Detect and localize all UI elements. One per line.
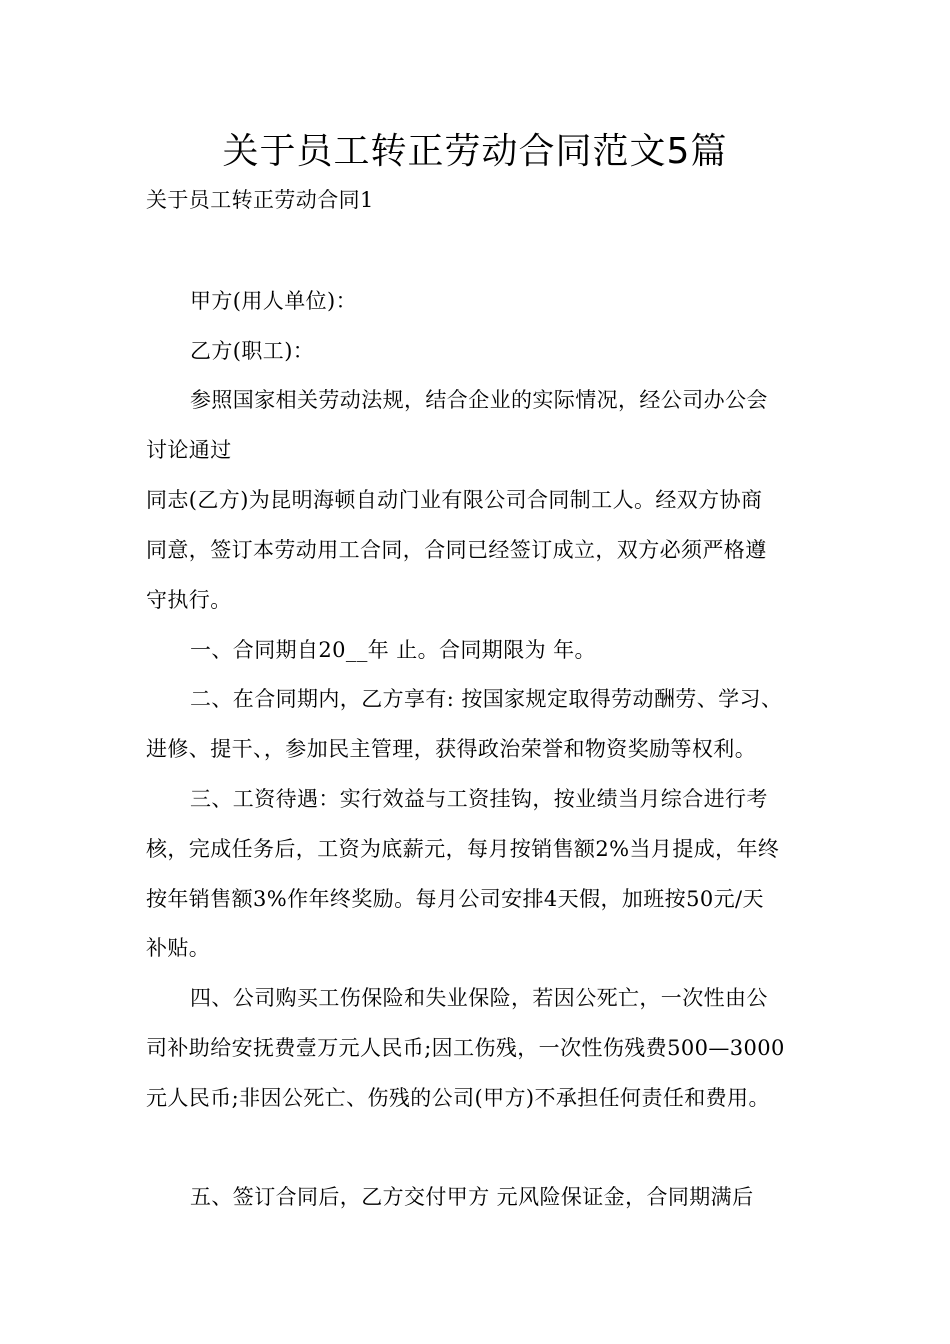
paragraph-line: 参照国家相关劳动法规，结合企业的实际情况，经公司办公会 [190, 388, 768, 412]
section-heading: 关于员工转正劳动合同1 [146, 188, 374, 212]
party-b-line: 乙方(职工)： [190, 339, 315, 363]
paragraph-line: 同志(乙方)为昆明海顿自动门业有限公司合同制工人。经双方协商 [146, 488, 763, 512]
clause-3-line: 补贴。 [146, 936, 211, 960]
clause-2-line: 二、在合同期内，乙方享有: 按国家规定取得劳动酬劳、学习、 [190, 687, 783, 711]
clause-4-line: 四、公司购买工伤保险和失业保险，若因公死亡，一次性由公 [190, 986, 768, 1010]
clause-5-line: 五、签订合同后，乙方交付甲方 元风险保证金，合同期满后 [190, 1185, 754, 1209]
clause-3-line: 按年销售额3%作年终奖励。每月公司安排4天假，加班按50元/天 [146, 887, 764, 911]
clause-3-line: 三、工资待遇：实行效益与工资挂钩，按业绩当月综合进行考 [190, 787, 768, 811]
paragraph-line: 讨论通过 [146, 438, 232, 462]
party-a-line: 甲方(用人单位)： [190, 289, 357, 313]
clause-4-line: 司补助给安抚费壹万元人民币;因工伤残，一次性伤残费500—3000 [146, 1036, 785, 1060]
clause-4-line: 元人民币;非因公死亡、伤残的公司(甲方)不承担任何责任和费用。 [146, 1086, 770, 1110]
paragraph-line: 同意，签订本劳动用工合同，合同已经签订成立，双方必须严格遵 [146, 538, 767, 562]
clause-3-line: 核，完成任务后，工资为底薪元，每月按销售额2%当月提成，年终 [146, 837, 780, 861]
clause-2-line: 进修、提干、，参加民主管理，获得政治荣誉和物资奖励等权利。 [146, 737, 757, 761]
paragraph-line: 守执行。 [146, 588, 232, 612]
document-title: 关于员工转正劳动合同范文5篇 [222, 131, 728, 172]
clause-1-line: 一、合同期自20__年 止。合同期限为 年。 [190, 638, 596, 662]
